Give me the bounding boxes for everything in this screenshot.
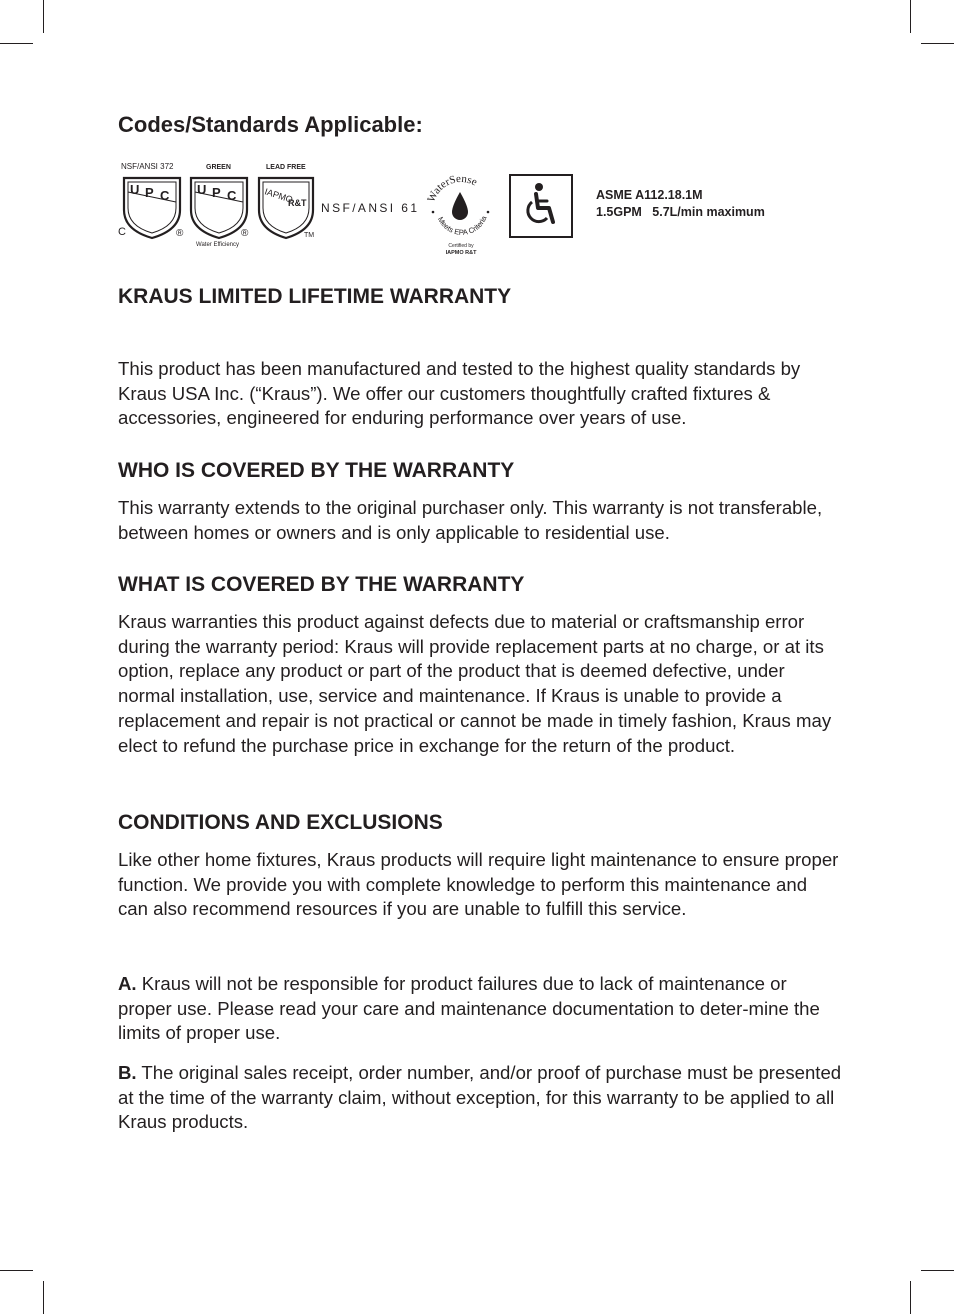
codes-title: Codes/Standards Applicable: <box>118 112 423 137</box>
condition-a-text: Kraus will not be responsible for product failures due to lack of maintenance or proper use. Please read your care and maintenance documentation to deter-mine the limits of proper use. <box>118 973 820 1044</box>
upc-letter: C <box>160 188 170 203</box>
upc-green-label: GREEN <box>206 164 231 171</box>
condition-b-text: The original sales receipt, order number, and/or proof of purchase must be presented at the time of the warranty claim, without exception, for this warranty to be applied to all Kraus products. <box>118 1062 842 1133</box>
watersense-arc-text: WaterSense <box>425 172 480 205</box>
registered-mark: ® <box>176 228 184 239</box>
condition-b-label: B. <box>118 1062 137 1083</box>
warranty-title: KRAUS LIMITED LIFETIME WARRANTY <box>118 285 512 308</box>
upc-letter: U <box>197 182 207 197</box>
crop-mark <box>0 1270 33 1271</box>
crop-mark <box>43 1281 44 1314</box>
canada-mark: C <box>118 226 126 238</box>
nsf-ansi-61-label: NSF/ANSI 61 <box>321 201 420 215</box>
who-covered-heading: WHO IS COVERED BY THE WARRANTY <box>118 459 515 482</box>
water-efficiency-label: Water Efficiency <box>196 242 240 248</box>
iapmo-shield-icon <box>256 174 322 242</box>
registered-mark: ® <box>241 228 249 239</box>
asme-standard-text <box>596 187 765 221</box>
upc-nsf372-label: NSF/ANSI 372 <box>121 162 174 171</box>
trademark-mark: TM <box>304 232 315 239</box>
upc-letter: U <box>130 182 140 197</box>
crop-mark <box>921 1270 954 1271</box>
warranty-intro: This product has been manufactured and tested to the highest quality standards by Kraus USA Inc. (“Kraus”). We offer our customers thoughtfully crafted fixtures & accessories, engineered for enduring performance over years of use. <box>118 358 801 429</box>
watersense-logo-icon <box>425 168 497 260</box>
watersense-certified-text: Certified by <box>448 243 474 249</box>
crop-mark <box>0 43 33 44</box>
upc-letter: C <box>227 188 237 203</box>
certification-logos <box>118 160 818 255</box>
condition-a-label: A. <box>118 973 137 994</box>
iapmo-rt-text: R&T <box>288 198 307 208</box>
watersense-criteria-text: Meets EPA Criteria <box>435 214 489 237</box>
crop-mark <box>43 0 44 33</box>
condition-b <box>118 1061 842 1135</box>
asme-line-2: 1.5GPM 5.7L/min maximum <box>596 205 765 219</box>
upc-letter: P <box>212 185 221 200</box>
iapmo-logo-text: IAPMO <box>263 186 295 205</box>
conditions-heading: CONDITIONS AND EXCLUSIONS <box>118 811 443 834</box>
crop-mark <box>910 1281 911 1314</box>
lead-free-label: LEAD FREE <box>266 164 306 171</box>
watersense-certifier-text: IAPMO R&T <box>445 250 477 256</box>
crop-mark <box>910 0 911 33</box>
svg-text:WaterSense <box>425 173 479 204</box>
asme-line-1: ASME A112.18.1M <box>596 188 703 202</box>
upc-shield-icon <box>118 174 190 242</box>
condition-a <box>118 972 842 1046</box>
upc-green-shield-icon <box>188 174 260 242</box>
wheelchair-accessible-icon <box>509 174 573 238</box>
what-covered-text: Kraus warranties this product against defects due to material or craftsmanship error during the warranty period: Kraus will provide replacement parts at no charge, or at its option, replace any product or part of the product that is deemed defective, under normal installation, use, service and maintenance. If Kraus is unable to provide a replacement and repair is not practical or cannot be made in timely fashion, Kraus may elect to refund the purchase price in exchange for the return of the product. <box>118 611 832 756</box>
upc-letter: P <box>145 185 154 200</box>
conditions-intro: Like other home fixtures, Kraus products will require light maintenance to ensure proper function. We provide you with complete knowledge to perform this maintenance and can also recommend resources if you are unable to fulfill this service. <box>118 849 839 920</box>
who-covered-text: This warranty extends to the original purchaser only. This warranty is not transferable, between homes or owners and is only applicable to residential use. <box>118 497 823 543</box>
crop-mark <box>921 43 954 44</box>
what-covered-heading: WHAT IS COVERED BY THE WARRANTY <box>118 573 525 596</box>
